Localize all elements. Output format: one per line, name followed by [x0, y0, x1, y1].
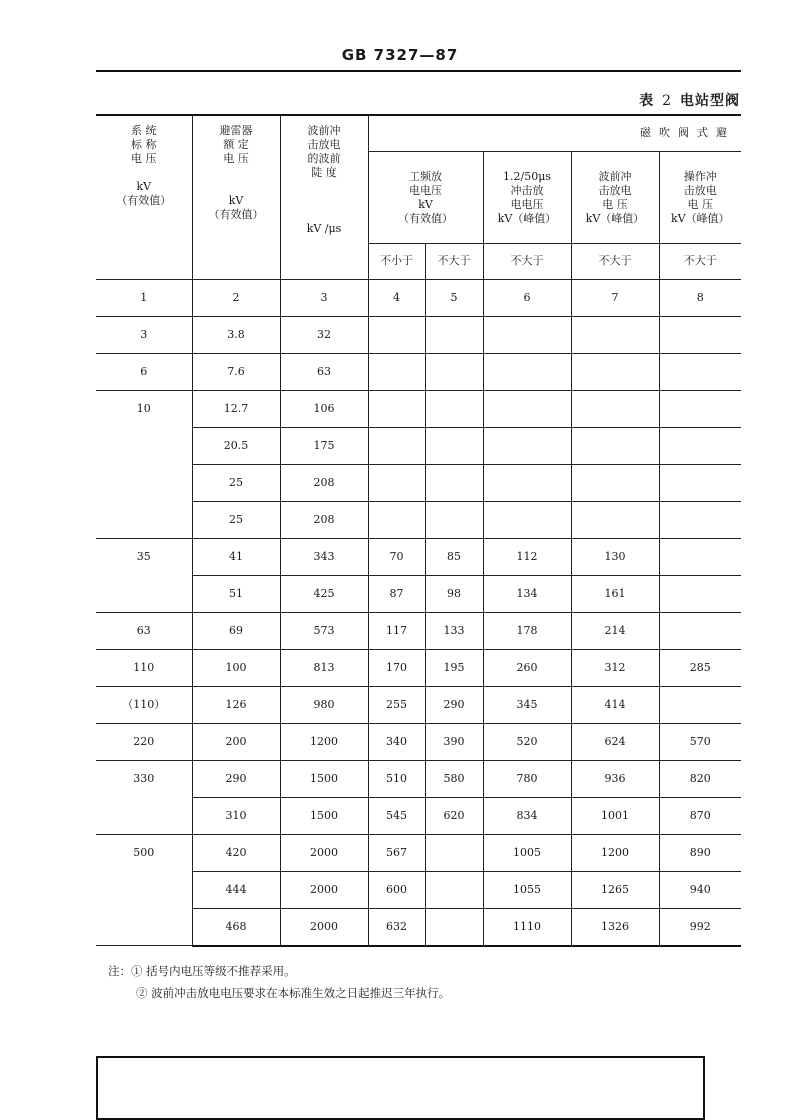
cell-wavefront: 1326	[571, 908, 659, 946]
header-switching-voltage: 操作冲 击放电 电 压 kV（峰值）	[659, 151, 741, 243]
cell-wavefront: 1265	[571, 871, 659, 908]
cell-pf-max	[425, 427, 483, 464]
cell-steepness: 208	[280, 464, 368, 501]
cell-pf-max	[425, 501, 483, 538]
cell-switching	[659, 612, 741, 649]
header-power-frequency: 工频放 电电压 kV （有效值）	[368, 151, 483, 243]
cell-wavefront: 936	[571, 760, 659, 797]
cell-switching: 570	[659, 723, 741, 760]
table-row	[96, 427, 741, 464]
cell-pf-max	[425, 908, 483, 946]
cell-steepness: 208	[280, 501, 368, 538]
column-number: 4	[368, 279, 425, 316]
cell-pf-max: 98	[425, 575, 483, 612]
cell-steepness: 175	[280, 427, 368, 464]
cell-pf-min: 510	[368, 760, 425, 797]
cell-wavefront: 414	[571, 686, 659, 723]
cell-system-voltage: 330	[96, 760, 192, 834]
cell-pf-min: 632	[368, 908, 425, 946]
column-number: 8	[659, 279, 741, 316]
cell-pf-min	[368, 427, 425, 464]
cell-rated-voltage: 25	[192, 464, 280, 501]
table-row	[96, 612, 741, 649]
column-number: 6	[483, 279, 571, 316]
data-table	[96, 114, 741, 947]
cell-steepness: 106	[280, 390, 368, 427]
cell-steepness: 2000	[280, 908, 368, 946]
cell-pf-max	[425, 316, 483, 353]
cell-pf-min: 87	[368, 575, 425, 612]
cell-pf-max: 195	[425, 649, 483, 686]
cell-impulse	[483, 464, 571, 501]
table-row	[96, 797, 741, 834]
header-system-voltage: 系 统 标 称 电 压 kV （有效值）	[96, 115, 192, 279]
cell-pf-min: 70	[368, 538, 425, 575]
cell-system-voltage: 6	[96, 353, 192, 390]
column-number: 5	[425, 279, 483, 316]
cell-wavefront	[571, 427, 659, 464]
cell-rated-voltage: 200	[192, 723, 280, 760]
cell-impulse	[483, 353, 571, 390]
cell-impulse: 345	[483, 686, 571, 723]
table-row	[96, 834, 741, 871]
cell-rated-voltage: 25	[192, 501, 280, 538]
cell-switching: 890	[659, 834, 741, 871]
cell-pf-max	[425, 464, 483, 501]
cell-switching: 992	[659, 908, 741, 946]
header-rated-voltage: 避雷器 额 定 电 压 kV （有效值）	[192, 115, 280, 279]
cell-rated-voltage: 468	[192, 908, 280, 946]
cell-impulse: 112	[483, 538, 571, 575]
table-row	[96, 390, 741, 427]
cell-steepness: 573	[280, 612, 368, 649]
cell-pf-min	[368, 501, 425, 538]
cell-pf-min	[368, 353, 425, 390]
cell-wavefront: 1200	[571, 834, 659, 871]
cell-wavefront	[571, 501, 659, 538]
cell-pf-min: 255	[368, 686, 425, 723]
cell-wavefront: 624	[571, 723, 659, 760]
cell-steepness: 32	[280, 316, 368, 353]
caption-label: 表	[639, 93, 655, 109]
cell-switching	[659, 427, 741, 464]
cell-steepness: 425	[280, 575, 368, 612]
cell-steepness: 2000	[280, 871, 368, 908]
cell-pf-max: 133	[425, 612, 483, 649]
cell-impulse: 260	[483, 649, 571, 686]
cell-rated-voltage: 310	[192, 797, 280, 834]
cell-wavefront: 214	[571, 612, 659, 649]
cell-wavefront: 130	[571, 538, 659, 575]
column-number-row	[96, 279, 741, 316]
column-number: 2	[192, 279, 280, 316]
cell-switching	[659, 575, 741, 612]
cell-switching: 820	[659, 760, 741, 797]
bottom-frame	[96, 1056, 705, 1120]
cell-steepness: 1200	[280, 723, 368, 760]
cell-switching: 285	[659, 649, 741, 686]
cell-rated-voltage: 69	[192, 612, 280, 649]
cell-impulse: 780	[483, 760, 571, 797]
cell-pf-max	[425, 834, 483, 871]
cell-switching: 940	[659, 871, 741, 908]
table-row	[96, 871, 741, 908]
cell-switching	[659, 390, 741, 427]
cell-system-voltage: 63	[96, 612, 192, 649]
cell-impulse: 834	[483, 797, 571, 834]
table-row	[96, 723, 741, 760]
cell-wavefront: 1001	[571, 797, 659, 834]
cell-system-voltage: 500	[96, 834, 192, 946]
cell-pf-min: 170	[368, 649, 425, 686]
column-number: 3	[280, 279, 368, 316]
header-wavefront-voltage: 波前冲 击放电 电 压 kV（峰值）	[571, 151, 659, 243]
table-row	[96, 316, 741, 353]
cell-rated-voltage: 100	[192, 649, 280, 686]
cell-rated-voltage: 3.8	[192, 316, 280, 353]
table-row	[96, 575, 741, 612]
header-not-more-than: 不大于	[659, 243, 741, 279]
note-2: ② 波前冲击放电电压要求在本标准生效之日起推迟三年执行。	[136, 986, 451, 1000]
cell-wavefront	[571, 316, 659, 353]
cell-pf-min	[368, 316, 425, 353]
cell-pf-min: 117	[368, 612, 425, 649]
table-notes	[108, 960, 450, 1004]
cell-wavefront	[571, 464, 659, 501]
cell-pf-max: 85	[425, 538, 483, 575]
cell-steepness: 980	[280, 686, 368, 723]
note-1: 注：① 括号内电压等级不推荐采用。	[108, 964, 296, 978]
header-not-more-than: 不大于	[425, 243, 483, 279]
cell-rated-voltage: 12.7	[192, 390, 280, 427]
cell-steepness: 1500	[280, 797, 368, 834]
table-row	[96, 649, 741, 686]
cell-system-voltage: 10	[96, 390, 192, 538]
table-caption	[639, 90, 740, 110]
cell-impulse: 178	[483, 612, 571, 649]
cell-steepness: 343	[280, 538, 368, 575]
table-row	[96, 501, 741, 538]
cell-system-voltage: 220	[96, 723, 192, 760]
cell-impulse: 1110	[483, 908, 571, 946]
cell-system-voltage: 3	[96, 316, 192, 353]
cell-steepness: 2000	[280, 834, 368, 871]
table-row	[96, 464, 741, 501]
cell-switching	[659, 501, 741, 538]
cell-impulse	[483, 427, 571, 464]
cell-switching: 870	[659, 797, 741, 834]
column-number: 1	[96, 279, 192, 316]
cell-impulse: 520	[483, 723, 571, 760]
cell-pf-max	[425, 390, 483, 427]
cell-impulse	[483, 501, 571, 538]
cell-steepness: 1500	[280, 760, 368, 797]
cell-impulse: 1005	[483, 834, 571, 871]
cell-steepness: 63	[280, 353, 368, 390]
cell-pf-min: 567	[368, 834, 425, 871]
cell-rated-voltage: 7.6	[192, 353, 280, 390]
table-row	[96, 353, 741, 390]
header-not-more-than: 不大于	[483, 243, 571, 279]
cell-pf-min	[368, 464, 425, 501]
header-not-less-than: 不小于	[368, 243, 425, 279]
header-not-more-than: 不大于	[571, 243, 659, 279]
column-number: 7	[571, 279, 659, 316]
cell-steepness: 813	[280, 649, 368, 686]
cell-impulse: 1055	[483, 871, 571, 908]
cell-wavefront: 161	[571, 575, 659, 612]
header-wavefront-steepness: 波前冲 击放电 的波前 陡 度 kV /μs	[280, 115, 368, 279]
cell-rated-voltage: 51	[192, 575, 280, 612]
cell-switching	[659, 464, 741, 501]
cell-impulse: 134	[483, 575, 571, 612]
header-rule	[96, 70, 741, 72]
table-row	[96, 538, 741, 575]
cell-wavefront	[571, 353, 659, 390]
cell-pf-max: 580	[425, 760, 483, 797]
cell-system-voltage: （110）	[96, 686, 192, 723]
cell-system-voltage: 110	[96, 649, 192, 686]
header-impulse-voltage: 1.2/50μs 冲击放 电电压 kV（峰值）	[483, 151, 571, 243]
table-row	[96, 686, 741, 723]
caption-title: 电站型阀	[680, 93, 740, 109]
cell-pf-max	[425, 871, 483, 908]
cell-pf-min: 340	[368, 723, 425, 760]
cell-wavefront: 312	[571, 649, 659, 686]
cell-rated-voltage: 444	[192, 871, 280, 908]
cell-rated-voltage: 20.5	[192, 427, 280, 464]
cell-pf-max	[425, 353, 483, 390]
cell-switching	[659, 686, 741, 723]
cell-rated-voltage: 290	[192, 760, 280, 797]
caption-number: 2	[662, 93, 672, 109]
header-group-title: 磁吹阀式避	[368, 115, 741, 151]
cell-switching	[659, 316, 741, 353]
cell-wavefront	[571, 390, 659, 427]
cell-pf-min: 600	[368, 871, 425, 908]
cell-switching	[659, 538, 741, 575]
cell-pf-max: 290	[425, 686, 483, 723]
cell-impulse	[483, 316, 571, 353]
cell-switching	[659, 353, 741, 390]
cell-system-voltage: 35	[96, 538, 192, 612]
cell-rated-voltage: 420	[192, 834, 280, 871]
cell-rated-voltage: 41	[192, 538, 280, 575]
cell-pf-min: 545	[368, 797, 425, 834]
cell-pf-max: 390	[425, 723, 483, 760]
cell-pf-max: 620	[425, 797, 483, 834]
cell-impulse	[483, 390, 571, 427]
document-code: GB 7327—87	[341, 46, 459, 64]
cell-rated-voltage: 126	[192, 686, 280, 723]
table-row	[96, 760, 741, 797]
table-row	[96, 908, 741, 946]
cell-pf-min	[368, 390, 425, 427]
